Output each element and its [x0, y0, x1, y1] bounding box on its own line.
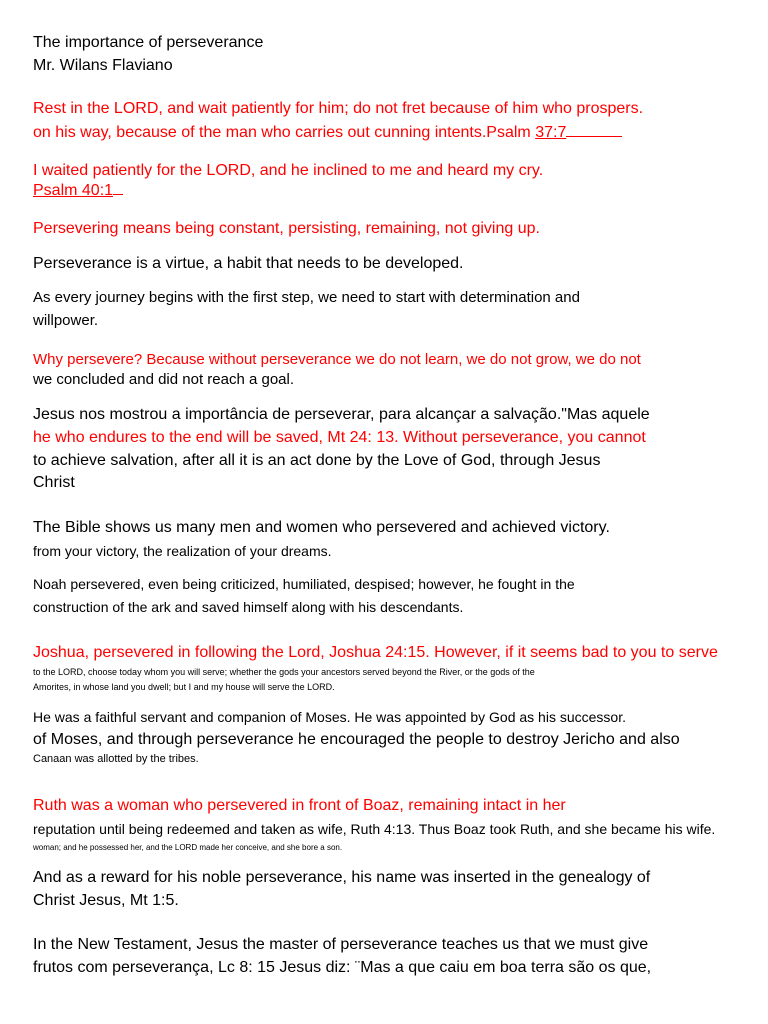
why-persevere-line-1: Why persevere? Because without perseverance we do not learn, we do not grow, we do not	[33, 351, 641, 368]
ruth-paragraph-line-1: Ruth was a woman who persevered in front of Boaz, remaining intact in her	[33, 797, 566, 814]
moses-paragraph-line-3: Canaan was allotted by the tribes.	[33, 753, 199, 765]
paragraph-journey-line-2: willpower.	[33, 312, 99, 329]
document-title: The importance of perseverance	[33, 34, 264, 51]
joshua-verse-line-1: to the LORD, choose today whom you will serve; whether the gods your ancestors served beyond the River, or the gods of the	[33, 667, 535, 677]
joshua-verse-line-2: Amorites, in whose land you dwell; but I and my house will serve the LORD.	[33, 682, 335, 692]
ruth-verse-line: woman; and he possessed her, and the LORD made her conceive, and she bore a son.	[33, 843, 343, 852]
moses-paragraph-line-1: He was a faithful servant and companion of Moses. He was appointed by God as his successor.	[33, 709, 626, 725]
new-testament-line-2: frutos com perseverança, Lc 8: 15 Jesus diz: ¨Mas a que caiu em boa terra são os que,	[33, 959, 652, 976]
new-testament-line-1: In the New Testament, Jesus the master of perseverance teaches us that we must give	[33, 936, 649, 953]
verse-psalm-37-text: on his way, because of the man who carries out cunning intents.Psalm	[33, 124, 536, 141]
reward-paragraph-line-2: Christ Jesus, Mt 1:5.	[33, 892, 179, 909]
why-persevere-line-2: we concluded and did not reach a goal.	[33, 371, 295, 388]
noah-paragraph-line-2: construction of the ark and saved himself along with his descendants.	[33, 599, 464, 615]
moses-paragraph-line-2: of Moses, and through perseverance he encouraged the people to destroy Jericho and also	[33, 731, 680, 748]
jesus-paragraph-line-1: Jesus nos mostrou a importância de perseverar, para alcançar a salvação."Mas aquele	[33, 406, 650, 423]
paragraph-virtue: Perseverance is a virtue, a habit that needs to be developed.	[33, 255, 464, 272]
definition-line: Persevering means being constant, persisting, remaining, not giving up.	[33, 220, 540, 237]
bible-paragraph-line-1: The Bible shows us many men and women who persevered and achieved victory.	[33, 519, 610, 536]
bible-paragraph-line-2: from your victory, the realization of your dreams.	[33, 543, 332, 559]
verse-psalm-37-line-1: Rest in the LORD, and wait patiently for him; do not fret because of him who prospers.	[33, 100, 644, 117]
psalm-37-reference: 37:7	[535, 124, 567, 141]
document-author: Mr. Wilans Flaviano	[33, 57, 173, 74]
verse-psalm-40-line-1: I waited patiently for the LORD, and he inclined to me and heard my cry.	[33, 162, 544, 179]
jesus-paragraph-line-2: he who endures to the end will be saved, Mt 24: 13. Without perseverance, you cannot	[33, 429, 646, 446]
blank-underline	[113, 182, 123, 195]
blank-underline	[566, 124, 622, 137]
ruth-paragraph-line-2: reputation until being redeemed and taken as wife, Ruth 4:13. Thus Boaz took Ruth, and she became his wife.	[33, 821, 716, 837]
psalm-40-reference: Psalm 40:1	[33, 182, 114, 199]
reward-paragraph-line-1: And as a reward for his noble perseverance, his name was inserted in the genealogy of	[33, 869, 651, 886]
joshua-paragraph-line-1: Joshua, persevered in following the Lord, Joshua 24:15. However, if it seems bad to you to serve	[33, 644, 718, 661]
verse-psalm-37-line-2	[33, 124, 622, 142]
verse-psalm-40-line-2	[33, 182, 123, 200]
paragraph-journey-line-1: As every journey begins with the first step, we need to start with determination and	[33, 289, 580, 306]
jesus-paragraph-line-4: Christ	[33, 474, 75, 491]
jesus-paragraph-line-3: to achieve salvation, after all it is an act done by the Love of God, through Jesus	[33, 452, 601, 469]
noah-paragraph-line-1: Noah persevered, even being criticized, humiliated, despised; however, he fought in the	[33, 576, 575, 592]
